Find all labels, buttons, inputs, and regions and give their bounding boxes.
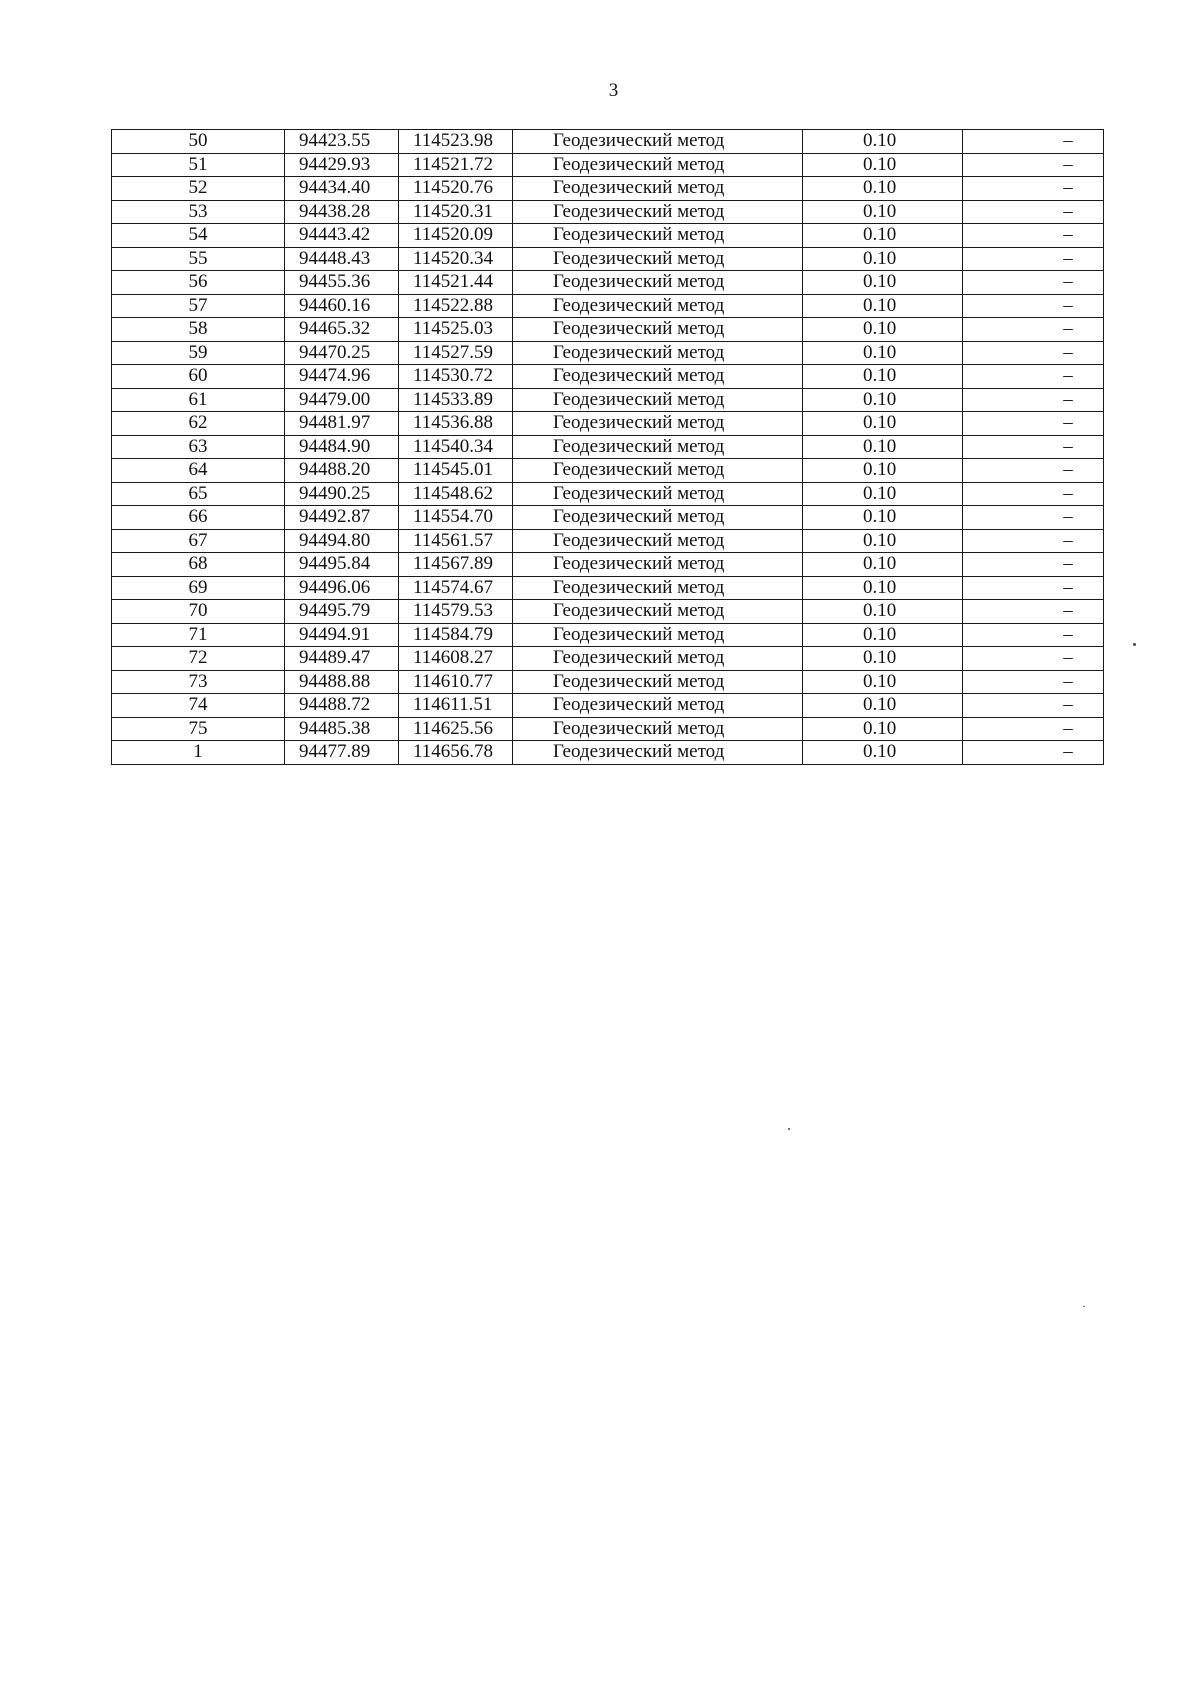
cell-x-coordinate: 94495.79 [285, 600, 399, 624]
cell-method: Геодезический метод [513, 576, 803, 600]
cell-accuracy: 0.10 [803, 365, 963, 389]
cell-point-number: 68 [112, 553, 285, 577]
cell-method: Геодезический метод [513, 271, 803, 295]
page-number: 3 [608, 80, 619, 101]
cell-method: Геодезический метод [513, 506, 803, 530]
table-row [112, 741, 1104, 765]
cell-accuracy: 0.10 [803, 412, 963, 436]
cell-accuracy: 0.10 [803, 694, 963, 718]
coordinates-table-body [112, 130, 1104, 765]
cell-description: – [963, 553, 1104, 577]
table-row [112, 717, 1104, 741]
cell-description: – [963, 600, 1104, 624]
cell-description: – [963, 529, 1104, 553]
cell-x-coordinate: 94494.80 [285, 529, 399, 553]
cell-description: – [963, 435, 1104, 459]
cell-description: – [963, 130, 1104, 154]
cell-method: Геодезический метод [513, 459, 803, 483]
cell-description: – [963, 388, 1104, 412]
cell-y-coordinate: 114533.89 [399, 388, 513, 412]
table-row [112, 318, 1104, 342]
cell-y-coordinate: 114520.34 [399, 247, 513, 271]
cell-description: – [963, 506, 1104, 530]
cell-description: – [963, 153, 1104, 177]
cell-y-coordinate: 114525.03 [399, 318, 513, 342]
cell-method: Геодезический метод [513, 482, 803, 506]
cell-accuracy: 0.10 [803, 600, 963, 624]
cell-y-coordinate: 114579.53 [399, 600, 513, 624]
cell-y-coordinate: 114523.98 [399, 130, 513, 154]
table-row [112, 600, 1104, 624]
cell-x-coordinate: 94492.87 [285, 506, 399, 530]
cell-y-coordinate: 114545.01 [399, 459, 513, 483]
table-row [112, 224, 1104, 248]
cell-accuracy: 0.10 [803, 717, 963, 741]
table-row [112, 177, 1104, 201]
cell-y-coordinate: 114522.88 [399, 294, 513, 318]
cell-accuracy: 0.10 [803, 130, 963, 154]
cell-y-coordinate: 114574.67 [399, 576, 513, 600]
cell-point-number: 65 [112, 482, 285, 506]
cell-description: – [963, 200, 1104, 224]
cell-description: – [963, 271, 1104, 295]
cell-description: – [963, 459, 1104, 483]
cell-x-coordinate: 94489.47 [285, 647, 399, 671]
cell-y-coordinate: 114521.72 [399, 153, 513, 177]
cell-y-coordinate: 114521.44 [399, 271, 513, 295]
cell-point-number: 53 [112, 200, 285, 224]
cell-accuracy: 0.10 [803, 200, 963, 224]
cell-description: – [963, 318, 1104, 342]
cell-point-number: 62 [112, 412, 285, 436]
cell-x-coordinate: 94490.25 [285, 482, 399, 506]
cell-method: Геодезический метод [513, 318, 803, 342]
table-row [112, 435, 1104, 459]
cell-method: Геодезический метод [513, 529, 803, 553]
cell-accuracy: 0.10 [803, 294, 963, 318]
cell-accuracy: 0.10 [803, 506, 963, 530]
cell-method: Геодезический метод [513, 670, 803, 694]
table-row [112, 153, 1104, 177]
cell-y-coordinate: 114611.51 [399, 694, 513, 718]
cell-point-number: 54 [112, 224, 285, 248]
cell-y-coordinate: 114520.76 [399, 177, 513, 201]
cell-description: – [963, 482, 1104, 506]
cell-method: Геодезический метод [513, 647, 803, 671]
cell-point-number: 1 [112, 741, 285, 765]
cell-x-coordinate: 94474.96 [285, 365, 399, 389]
cell-accuracy: 0.10 [803, 224, 963, 248]
cell-point-number: 55 [112, 247, 285, 271]
cell-x-coordinate: 94495.84 [285, 553, 399, 577]
cell-method: Геодезический метод [513, 553, 803, 577]
scan-speck [1083, 1306, 1085, 1307]
table-row [112, 553, 1104, 577]
cell-method: Геодезический метод [513, 600, 803, 624]
cell-x-coordinate: 94479.00 [285, 388, 399, 412]
cell-accuracy: 0.10 [803, 153, 963, 177]
cell-accuracy: 0.10 [803, 271, 963, 295]
cell-method: Геодезический метод [513, 694, 803, 718]
cell-method: Геодезический метод [513, 365, 803, 389]
table-row [112, 670, 1104, 694]
cell-accuracy: 0.10 [803, 435, 963, 459]
cell-point-number: 74 [112, 694, 285, 718]
cell-method: Геодезический метод [513, 435, 803, 459]
cell-accuracy: 0.10 [803, 318, 963, 342]
cell-accuracy: 0.10 [803, 459, 963, 483]
cell-y-coordinate: 114527.59 [399, 341, 513, 365]
cell-y-coordinate: 114610.77 [399, 670, 513, 694]
table-row [112, 482, 1104, 506]
cell-point-number: 69 [112, 576, 285, 600]
cell-y-coordinate: 114567.89 [399, 553, 513, 577]
cell-x-coordinate: 94484.90 [285, 435, 399, 459]
cell-x-coordinate: 94488.88 [285, 670, 399, 694]
table-row [112, 271, 1104, 295]
cell-description: – [963, 741, 1104, 765]
cell-x-coordinate: 94460.16 [285, 294, 399, 318]
cell-x-coordinate: 94455.36 [285, 271, 399, 295]
cell-accuracy: 0.10 [803, 529, 963, 553]
cell-y-coordinate: 114540.34 [399, 435, 513, 459]
table-row [112, 529, 1104, 553]
table-row [112, 576, 1104, 600]
cell-accuracy: 0.10 [803, 341, 963, 365]
cell-method: Геодезический метод [513, 717, 803, 741]
table-row [112, 130, 1104, 154]
cell-method: Геодезический метод [513, 153, 803, 177]
cell-x-coordinate: 94485.38 [285, 717, 399, 741]
cell-y-coordinate: 114584.79 [399, 623, 513, 647]
cell-point-number: 58 [112, 318, 285, 342]
cell-point-number: 63 [112, 435, 285, 459]
cell-y-coordinate: 114554.70 [399, 506, 513, 530]
cell-x-coordinate: 94481.97 [285, 412, 399, 436]
cell-point-number: 50 [112, 130, 285, 154]
cell-accuracy: 0.10 [803, 247, 963, 271]
cell-point-number: 52 [112, 177, 285, 201]
table-row [112, 294, 1104, 318]
table-row [112, 365, 1104, 389]
cell-method: Геодезический метод [513, 741, 803, 765]
table-row [112, 412, 1104, 436]
cell-accuracy: 0.10 [803, 553, 963, 577]
cell-accuracy: 0.10 [803, 741, 963, 765]
cell-description: – [963, 717, 1104, 741]
scan-speck [788, 1128, 790, 1130]
cell-x-coordinate: 94488.20 [285, 459, 399, 483]
cell-description: – [963, 224, 1104, 248]
cell-method: Геодезический метод [513, 341, 803, 365]
cell-y-coordinate: 114536.88 [399, 412, 513, 436]
cell-method: Геодезический метод [513, 388, 803, 412]
cell-method: Геодезический метод [513, 224, 803, 248]
table-row [112, 341, 1104, 365]
cell-point-number: 75 [112, 717, 285, 741]
table-row [112, 506, 1104, 530]
cell-point-number: 70 [112, 600, 285, 624]
cell-point-number: 59 [112, 341, 285, 365]
cell-method: Геодезический метод [513, 294, 803, 318]
cell-y-coordinate: 114625.56 [399, 717, 513, 741]
cell-accuracy: 0.10 [803, 576, 963, 600]
cell-point-number: 66 [112, 506, 285, 530]
cell-method: Геодезический метод [513, 130, 803, 154]
cell-x-coordinate: 94470.25 [285, 341, 399, 365]
cell-y-coordinate: 114561.57 [399, 529, 513, 553]
cell-x-coordinate: 94494.91 [285, 623, 399, 647]
cell-accuracy: 0.10 [803, 670, 963, 694]
cell-accuracy: 0.10 [803, 388, 963, 412]
scan-speck [1133, 643, 1136, 646]
cell-point-number: 71 [112, 623, 285, 647]
cell-description: – [963, 647, 1104, 671]
cell-description: – [963, 670, 1104, 694]
cell-point-number: 72 [112, 647, 285, 671]
cell-description: – [963, 247, 1104, 271]
table-row [112, 459, 1104, 483]
cell-accuracy: 0.10 [803, 482, 963, 506]
table-row [112, 694, 1104, 718]
cell-x-coordinate: 94477.89 [285, 741, 399, 765]
cell-method: Геодезический метод [513, 177, 803, 201]
table-row [112, 200, 1104, 224]
cell-x-coordinate: 94443.42 [285, 224, 399, 248]
cell-x-coordinate: 94488.72 [285, 694, 399, 718]
table-row [112, 647, 1104, 671]
cell-point-number: 61 [112, 388, 285, 412]
cell-x-coordinate: 94448.43 [285, 247, 399, 271]
cell-y-coordinate: 114520.31 [399, 200, 513, 224]
cell-point-number: 64 [112, 459, 285, 483]
cell-x-coordinate: 94434.40 [285, 177, 399, 201]
coordinates-table [111, 129, 1104, 765]
cell-y-coordinate: 114608.27 [399, 647, 513, 671]
cell-description: – [963, 694, 1104, 718]
table-row [112, 247, 1104, 271]
cell-point-number: 51 [112, 153, 285, 177]
table-row [112, 623, 1104, 647]
cell-accuracy: 0.10 [803, 177, 963, 201]
cell-y-coordinate: 114520.09 [399, 224, 513, 248]
cell-description: – [963, 623, 1104, 647]
cell-method: Геодезический метод [513, 247, 803, 271]
cell-method: Геодезический метод [513, 200, 803, 224]
cell-accuracy: 0.10 [803, 647, 963, 671]
table-row [112, 388, 1104, 412]
cell-method: Геодезический метод [513, 412, 803, 436]
cell-point-number: 60 [112, 365, 285, 389]
cell-y-coordinate: 114530.72 [399, 365, 513, 389]
cell-point-number: 57 [112, 294, 285, 318]
cell-description: – [963, 365, 1104, 389]
cell-description: – [963, 412, 1104, 436]
cell-y-coordinate: 114548.62 [399, 482, 513, 506]
cell-x-coordinate: 94496.06 [285, 576, 399, 600]
cell-point-number: 56 [112, 271, 285, 295]
cell-point-number: 73 [112, 670, 285, 694]
cell-description: – [963, 576, 1104, 600]
cell-x-coordinate: 94465.32 [285, 318, 399, 342]
cell-description: – [963, 177, 1104, 201]
cell-x-coordinate: 94429.93 [285, 153, 399, 177]
cell-description: – [963, 294, 1104, 318]
cell-x-coordinate: 94423.55 [285, 130, 399, 154]
cell-description: – [963, 341, 1104, 365]
cell-y-coordinate: 114656.78 [399, 741, 513, 765]
cell-accuracy: 0.10 [803, 623, 963, 647]
cell-point-number: 67 [112, 529, 285, 553]
cell-method: Геодезический метод [513, 623, 803, 647]
cell-x-coordinate: 94438.28 [285, 200, 399, 224]
